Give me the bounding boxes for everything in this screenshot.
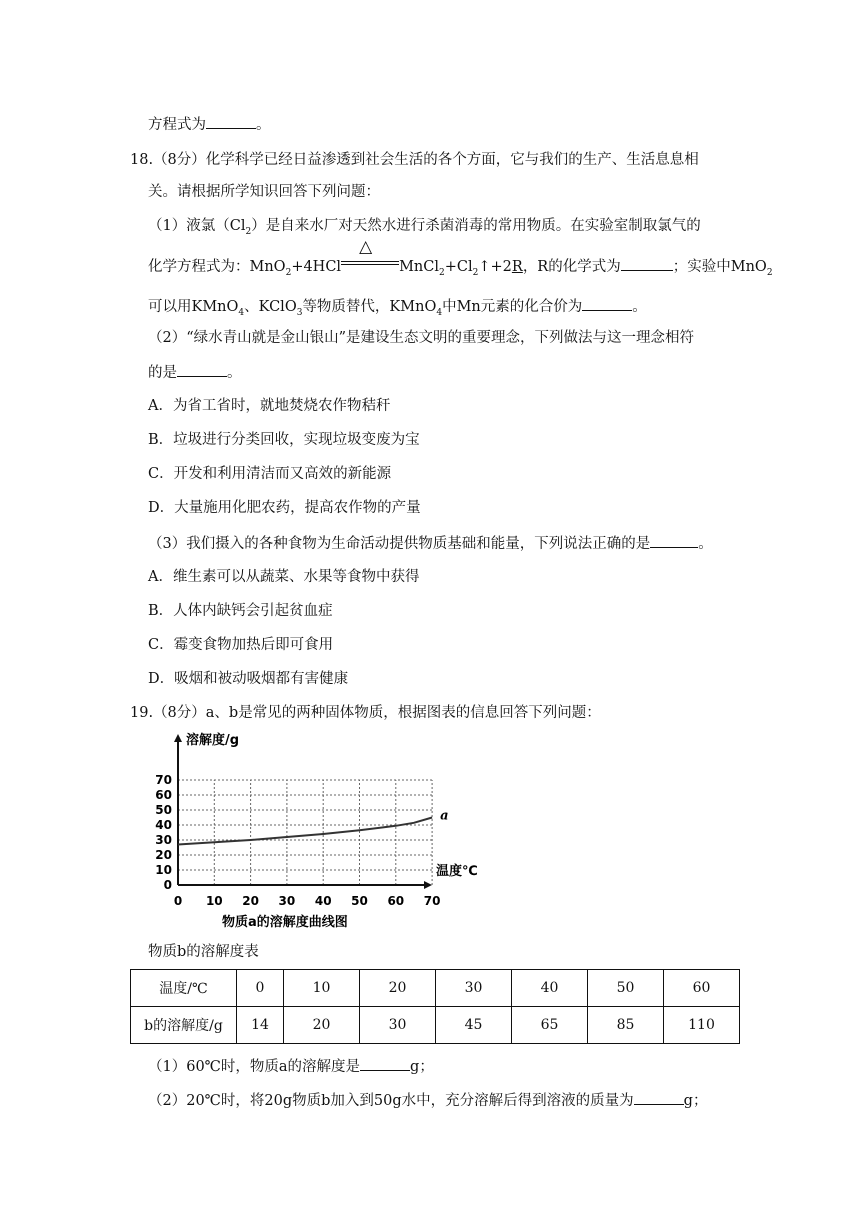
- line-text: （1）液氯（Cl: [148, 218, 246, 234]
- subscript: 4: [238, 307, 245, 318]
- y-axis-label: 溶解度/g: [186, 733, 240, 748]
- table-row: [131, 970, 740, 1007]
- option-c: C．开发和利用清洁而又高效的新能源: [148, 466, 392, 482]
- y-tick-label: 70: [155, 773, 172, 787]
- part-3-line-1: [148, 533, 713, 554]
- table-cell: 50: [588, 970, 664, 1007]
- line-text: （2）20℃时，将20g物质b加入到50g水中，充分溶解后得到溶液的质量为: [148, 1093, 634, 1109]
- line-text: 、KClO: [244, 299, 297, 315]
- answer-blank[interactable]: [650, 533, 698, 548]
- table-caption: 物质b的溶解度表: [148, 944, 259, 960]
- line-text: 中Mn元素的化合价为: [442, 299, 583, 315]
- answer-blank[interactable]: [582, 296, 632, 311]
- part-1-line-1: [148, 216, 701, 242]
- line-text: +4HCl: [291, 259, 342, 275]
- line-text: 的是: [148, 365, 177, 381]
- unknown-R: R: [511, 259, 523, 275]
- subscript: 2: [439, 267, 445, 278]
- question-18-intro: 关。请根据所学知识回答下列问题：: [148, 184, 380, 200]
- line-text: 等物质替代，KMnO: [302, 299, 437, 315]
- option-b: B．垃圾进行分类回收，实现垃圾变废为宝: [148, 432, 420, 448]
- option-b: B．人体内缺钙会引起贫血症: [148, 603, 333, 619]
- y-tick-label: 60: [155, 788, 172, 802]
- option-a: A．为省工省时，就地焚烧农作物秸秆: [148, 398, 391, 414]
- option-a: A．维生素可以从蔬菜、水果等食物中获得: [148, 569, 420, 585]
- x-tick-label: 40: [314, 894, 332, 908]
- question-19-1: [148, 1056, 434, 1077]
- subscript: 3: [296, 307, 303, 318]
- x-tick-label: 10: [205, 894, 223, 908]
- line-text: 可以用KMnO: [148, 299, 239, 315]
- y-tick-label: 10: [155, 863, 172, 877]
- y-tick-label: 40: [155, 818, 172, 832]
- series-a-label: a: [440, 808, 449, 824]
- y-tick-label: 30: [155, 833, 172, 847]
- line-text: 。: [632, 299, 647, 315]
- table-row: [131, 1007, 740, 1044]
- question-18-heading: 18.（8分）化学科学已经日益渗透到社会生活的各个方面，它与我们的生产、生活息息相: [130, 152, 699, 168]
- table-cell: 65: [512, 1007, 588, 1044]
- heat-reaction-sign: [341, 237, 399, 271]
- y-tick-label: 20: [155, 848, 172, 862]
- part-1-line-2: [148, 237, 773, 283]
- table-cell: 60: [664, 970, 740, 1007]
- line-text: 方程式为: [148, 117, 206, 133]
- heat-triangle-icon: △: [359, 237, 373, 257]
- subscript: 2: [766, 267, 773, 278]
- question-19-2: [148, 1090, 707, 1111]
- table-cell: 20: [360, 970, 436, 1007]
- x-tick-label: 50: [351, 894, 368, 908]
- y-tick-label: 50: [155, 803, 172, 817]
- question-19-heading: 19.（8分）a、b是常见的两种固体物质，根据图表的信息回答下列问题：: [130, 705, 601, 721]
- line-text: 。: [227, 365, 242, 381]
- option-d: D．大量施用化肥农药，提高农作物的产量: [148, 500, 421, 516]
- line-text: 。: [698, 536, 713, 552]
- line-text: g；: [683, 1093, 708, 1109]
- line-text: 。: [256, 117, 271, 133]
- x-axis-arrow: [424, 881, 432, 889]
- table-cell: 40: [512, 970, 588, 1007]
- x-tick-label: 0: [173, 894, 183, 908]
- line-text: 化学方程式为：MnO: [148, 259, 286, 275]
- y-axis-arrow: [174, 734, 182, 742]
- line-text: （1）60℃时，物质a的溶解度是: [148, 1059, 361, 1075]
- line-text: ↑+2: [478, 259, 512, 275]
- subscript: 2: [285, 267, 292, 278]
- table-cell: 30: [436, 970, 512, 1007]
- part-2-line-2: [148, 362, 242, 383]
- option-c: C．霉变食物加热后即可食用: [148, 637, 334, 653]
- series-a-line: [178, 818, 432, 845]
- table-cell: 45: [436, 1007, 512, 1044]
- answer-blank[interactable]: [177, 362, 227, 377]
- x-tick-label: 20: [242, 894, 259, 908]
- part-1-line-3: [148, 296, 647, 323]
- line-text: （3）我们摄入的各种食物为生命活动提供物质基础和能量，下列说法正确的是: [148, 536, 651, 552]
- line-text: +Cl: [444, 259, 473, 275]
- solubility-table: [130, 969, 740, 1044]
- x-tick-label: 30: [278, 894, 296, 908]
- table-cell: 14: [237, 1007, 284, 1044]
- line-text: ，R的化学式为: [522, 259, 621, 275]
- table-cell: 10: [284, 970, 360, 1007]
- line-text: ；实验中MnO: [672, 259, 767, 275]
- x-axis-label: 温度℃: [436, 864, 478, 879]
- table-cell: 0: [237, 970, 284, 1007]
- part-2-line-1: （2）“绿水青山就是金山银山”是建设生态文明的重要理念，下列做法与这一理念相符: [148, 330, 695, 346]
- x-tick-label: 60: [387, 894, 405, 908]
- line-text: ）是自来水厂对天然水进行杀菌消毒的常用物质。在实验室制取氯气的: [251, 218, 701, 234]
- chart-axes: [174, 734, 432, 889]
- answer-blank[interactable]: [360, 1056, 410, 1071]
- row-header-cell: 温度/℃: [131, 970, 237, 1007]
- x-tick-label: 70: [423, 894, 441, 908]
- text-line: [148, 114, 271, 135]
- y-tick-label: 0: [163, 878, 172, 892]
- answer-blank[interactable]: [621, 256, 673, 271]
- row-header-cell: b的溶解度/g: [131, 1007, 237, 1044]
- table-cell: 85: [588, 1007, 664, 1044]
- line-text: MnCl: [399, 259, 439, 275]
- subscript: 2: [472, 267, 479, 278]
- table-cell: 110: [664, 1007, 740, 1044]
- subscript: 2: [245, 226, 252, 237]
- answer-blank[interactable]: [634, 1090, 684, 1105]
- table-cell: 20: [284, 1007, 360, 1044]
- solubility-curve-chart: [140, 728, 500, 938]
- answer-blank[interactable]: [206, 114, 256, 129]
- option-d: D．吸烟和被动吸烟都有害健康: [148, 671, 349, 687]
- chart-title: 物质a的溶解度曲线图: [222, 915, 348, 930]
- chart-grid: [178, 780, 432, 885]
- subscript: 4: [436, 307, 443, 318]
- table-cell: 30: [360, 1007, 436, 1044]
- line-text: g；: [410, 1059, 434, 1075]
